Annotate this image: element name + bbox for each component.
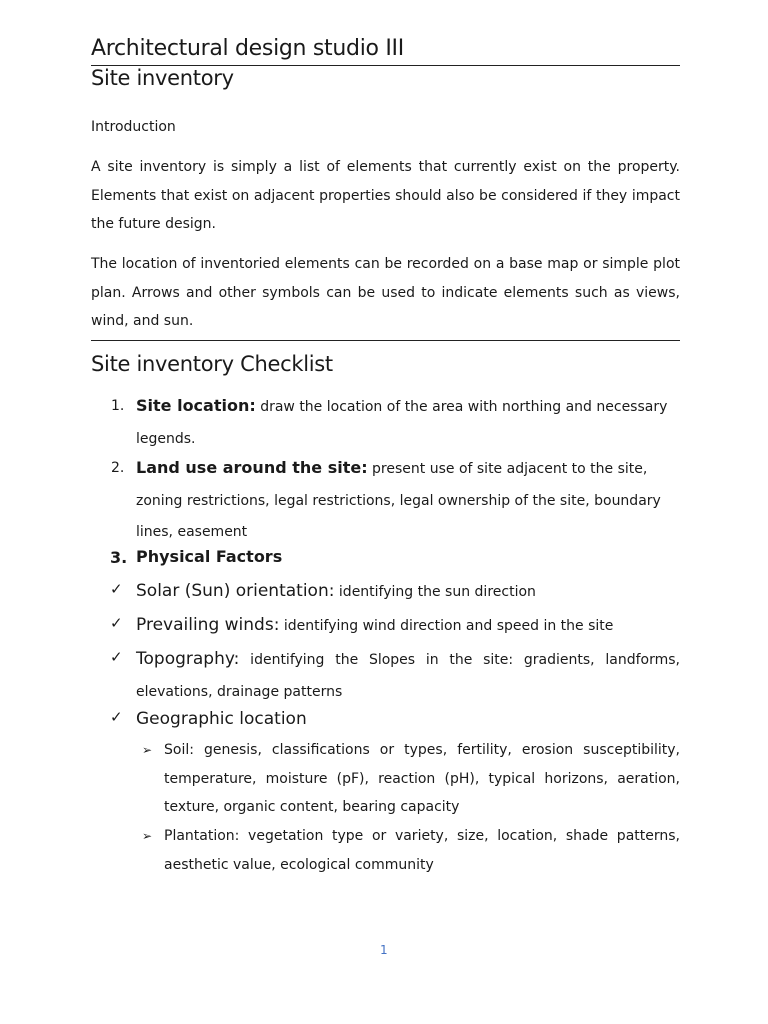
- check-body: [136, 644, 680, 707]
- course-title: Architectural design studio III: [91, 36, 404, 61]
- item-number: 1.: [111, 398, 125, 414]
- intro-paragraph-2: The location of inventoried elements can be recorded on a base map or simple plot plan. Arrows and other symbols can be used to indicate elements such as views, wind, and sun.: [91, 256, 680, 330]
- check-description: identifying wind direction and speed in the site: [279, 618, 614, 634]
- item-title: Site location:: [136, 396, 256, 415]
- check-title: Topography:: [136, 649, 240, 669]
- introduction-label: Introduction: [91, 119, 176, 135]
- check-body: [136, 704, 680, 735]
- section-divider: [91, 340, 680, 341]
- check-title: Solar (Sun) orientation:: [136, 581, 335, 601]
- arrow-bullet-icon: ➢: [142, 743, 153, 757]
- check-title: Geographic location: [136, 709, 307, 729]
- checkmark-icon: ✓: [110, 614, 123, 632]
- item-body: [136, 542, 680, 572]
- item-description: present use of site adjacent to the site, zoning restrictions, legal restrictions, legal ownership of the site, boundary lines, easement: [136, 461, 661, 540]
- check-body: [136, 610, 680, 642]
- sub-item-text: Plantation: vegetation type or variety, size, location, shade patterns, aesthetic value, ecological community: [164, 828, 680, 873]
- page-number: 1: [380, 943, 388, 957]
- item-number: 2.: [111, 460, 125, 476]
- item-title: Land use around the site:: [136, 458, 368, 477]
- item-description: draw the location of the area with northing and necessary legends.: [136, 399, 668, 447]
- checklist-heading: Site inventory Checklist: [91, 352, 333, 376]
- check-body: [136, 576, 680, 608]
- check-title: Prevailing winds:: [136, 615, 280, 635]
- checkmark-icon: ✓: [110, 580, 123, 598]
- arrow-bullet-icon: ➢: [142, 829, 153, 843]
- intro-paragraph-1: A site inventory is simply a list of elements that currently exist on the property. Elements that exist on adjacent properties should also be considered if they impact the future design.: [91, 159, 680, 233]
- checkmark-icon: ✓: [110, 708, 123, 726]
- item-body: [136, 453, 680, 548]
- item-number: 3.: [110, 548, 128, 567]
- check-description: identifying the Slopes in the site: gradients, landforms, elevations, drainage patterns: [136, 652, 680, 700]
- checkmark-icon: ✓: [110, 648, 123, 666]
- item-title: Physical Factors: [136, 547, 283, 566]
- item-body: [136, 391, 680, 454]
- sub-item-text: Soil: genesis, classifications or types, fertility, erosion susceptibility, temperature, moisture (pF), reaction (pH), typical horizons, aeration, texture, organic content, bearing capacity: [164, 742, 680, 816]
- check-description: identifying the sun direction: [334, 584, 536, 600]
- topic-title: Site inventory: [91, 66, 234, 90]
